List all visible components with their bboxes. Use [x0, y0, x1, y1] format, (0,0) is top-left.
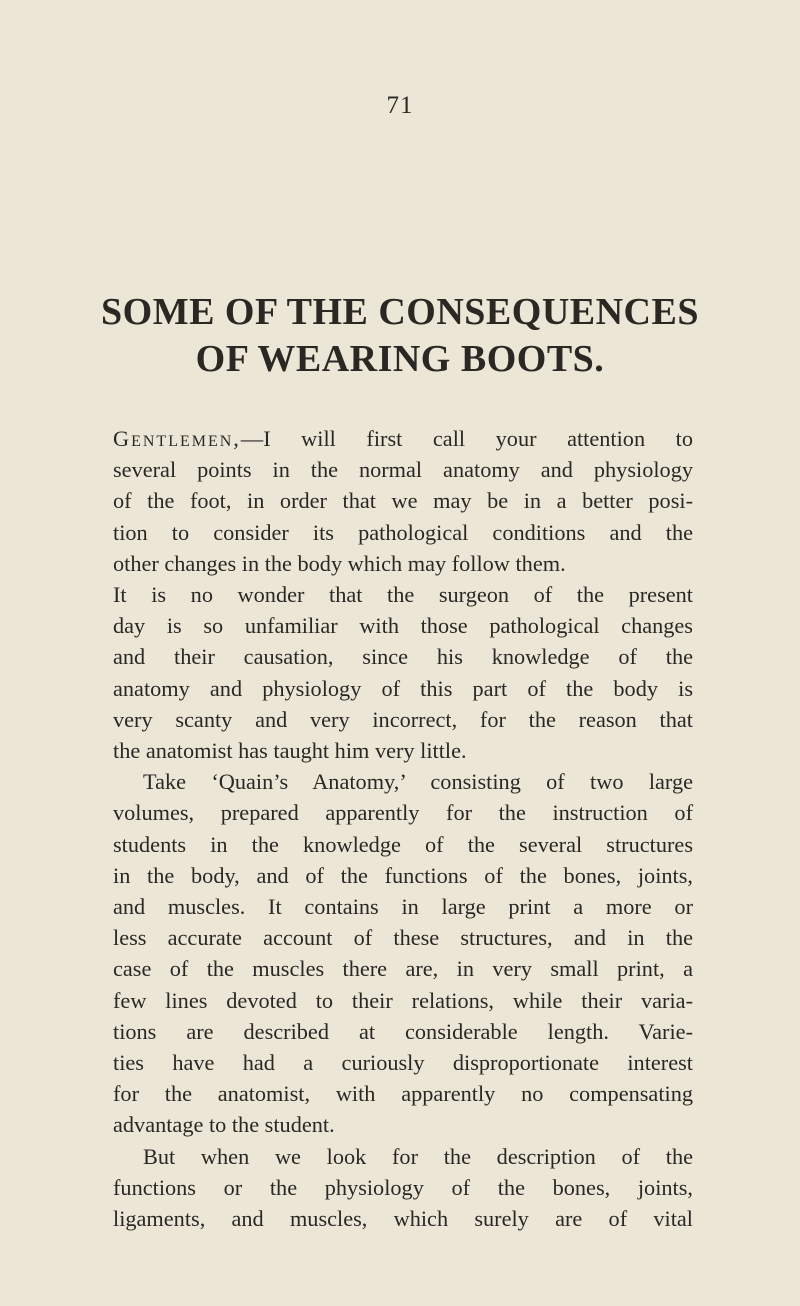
text-line: for the anatomist, with apparently no compensating [113, 1081, 693, 1107]
chapter-title-line-2: OF WEARING BOOTS. [195, 338, 605, 380]
text-line: anatomy and physiology of this part of the body is [113, 675, 693, 701]
text-line: less accurate account of these structures, and in the [113, 925, 693, 951]
text-line: of the foot, in order that we may be in a better posi- [113, 488, 693, 514]
text-line: the anatomist has taught him very little. [113, 738, 467, 764]
text-line: It is no wonder that the surgeon of the present [113, 582, 693, 608]
text-line: tions are described at considerable length. Varie- [113, 1018, 693, 1044]
text-line: case of the muscles there are, in very small print, a [113, 956, 693, 982]
text-line: few lines devoted to their relations, while their varia- [113, 987, 693, 1013]
text-line: tion to consider its pathological conditions and the [113, 519, 693, 545]
text-line: Take ‘Quain’s Anatomy,’ consisting of two large [143, 769, 693, 795]
text-line: other changes in the body which may follow them. [113, 550, 566, 576]
text-line: But when we look for the description of the [143, 1143, 693, 1169]
salutation: Gentlemen, [113, 426, 241, 451]
text-line: in the body, and of the functions of the bones, joints, [113, 862, 693, 888]
text-line: volumes, prepared apparently for the instruction of [113, 800, 693, 826]
text-line: very scanty and very incorrect, for the reason that [113, 706, 693, 732]
page-number: 71 [386, 92, 414, 119]
text-line: students in the knowledge of the several structures [113, 831, 693, 857]
text-line [113, 423, 693, 454]
text-line: day is so unfamiliar with those pathological changes [113, 613, 693, 639]
text-fragment: —I will first call your attention to [240, 426, 693, 451]
chapter-title-line-1: SOME OF THE CONSEQUENCES [101, 291, 699, 333]
text-line: functions or the physiology of the bones, joints, [113, 1174, 693, 1200]
text-line: ligaments, and muscles, which surely are of vital [113, 1206, 693, 1232]
text-line: ties have had a curiously disproportionate interest [113, 1050, 693, 1076]
body-text [113, 423, 693, 1234]
text-line: several points in the normal anatomy and physiology [113, 457, 693, 483]
text-line: and their causation, since his knowledge of the [113, 644, 693, 670]
text-line: advantage to the student. [113, 1112, 335, 1138]
text-line: and muscles. It contains in large print a more or [113, 894, 693, 920]
